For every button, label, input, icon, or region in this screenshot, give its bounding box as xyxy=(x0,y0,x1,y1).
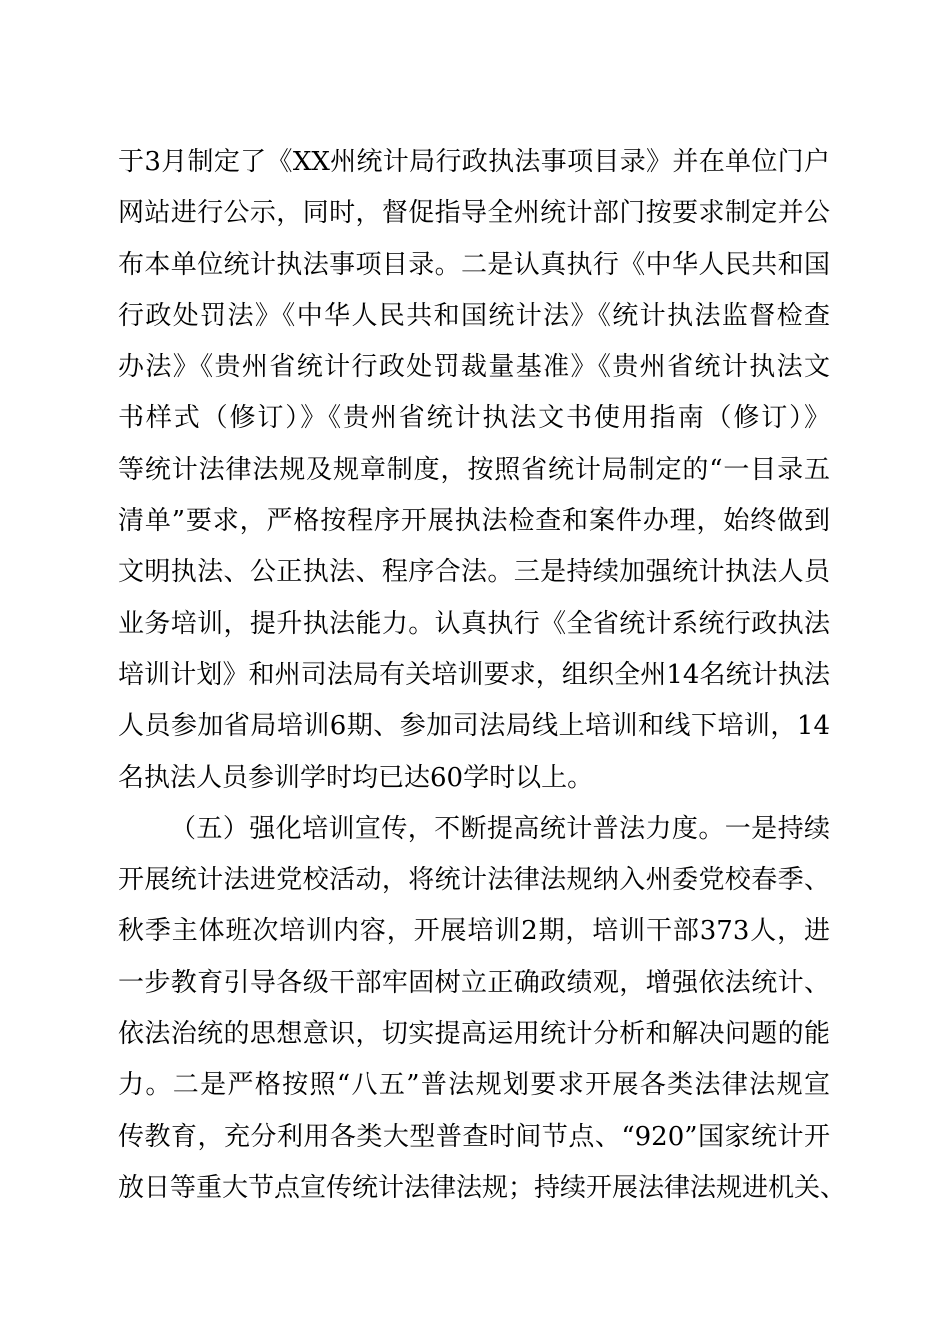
text-line: 布本单位统计执法事项目录。二是认真执行《中华人民共和国 xyxy=(118,249,830,280)
text-line: 开展统计法进党校活动，将统计法律法规纳入州委党校春季、 xyxy=(118,865,830,896)
section-heading-line: （五）强化培训宣传，不断提高统计普法力度。一是持续 xyxy=(170,813,830,844)
text-line: 等统计法律法规及规章制度，按照省统计局制定的“一目录五 xyxy=(118,454,830,485)
text-line: 传教育，充分利用各类大型普查时间节点、“920”国家统计开 xyxy=(118,1121,830,1152)
text-line: 书样式（修订）》《贵州省统计执法文书使用指南（修订）》 xyxy=(118,403,830,434)
text-line: 行政处罚法》《中华人民共和国统计法》《统计执法监督检查 xyxy=(118,300,830,331)
text-line: 于3月制定了《XX州统计局行政执法事项目录》并在单位门户 xyxy=(118,147,830,177)
text-line: 放日等重大节点宣传统计法律法规；持续开展法律法规进机关、 xyxy=(118,1172,847,1203)
text-line: 力。二是严格按照“八五”普法规划要求开展各类法律法规宣 xyxy=(118,1070,830,1101)
text-line: 秋季主体班次培训内容，开展培训2期，培训干部373人，进 xyxy=(118,916,830,947)
text-line: 一步教育引导各级干部牢固树立正确政绩观，增强依法统计、 xyxy=(118,967,830,998)
text-line: 办法》《贵州省统计行政处罚裁量基准》《贵州省统计执法文 xyxy=(118,352,830,383)
text-line: 文明执法、公正执法、程序合法。三是持续加强统计执法人员 xyxy=(118,557,830,588)
text-line: 人员参加省局培训6期、参加司法局线上培训和线下培训，14 xyxy=(118,711,830,742)
text-line: 网站进行公示，同时，督促指导全州统计部门按要求制定并公 xyxy=(118,198,830,229)
paragraph-section-five xyxy=(118,804,847,1214)
text-line: 培训计划》和州司法局有关培训要求，组织全州14名统计执法 xyxy=(118,659,830,690)
text-line: 依法治统的思想意识，切实提高运用统计分析和解决问题的能 xyxy=(118,1019,830,1050)
text-line: 清单”要求，严格按程序开展执法检查和案件办理，始终做到 xyxy=(118,506,830,537)
paragraph-continued xyxy=(118,137,830,804)
text-line: 业务培训，提升执法能力。认真执行《全省统计系统行政执法 xyxy=(118,608,830,639)
document-body xyxy=(118,137,847,1214)
text-line: 名执法人员参训学时均已达60学时以上。 xyxy=(118,762,594,793)
